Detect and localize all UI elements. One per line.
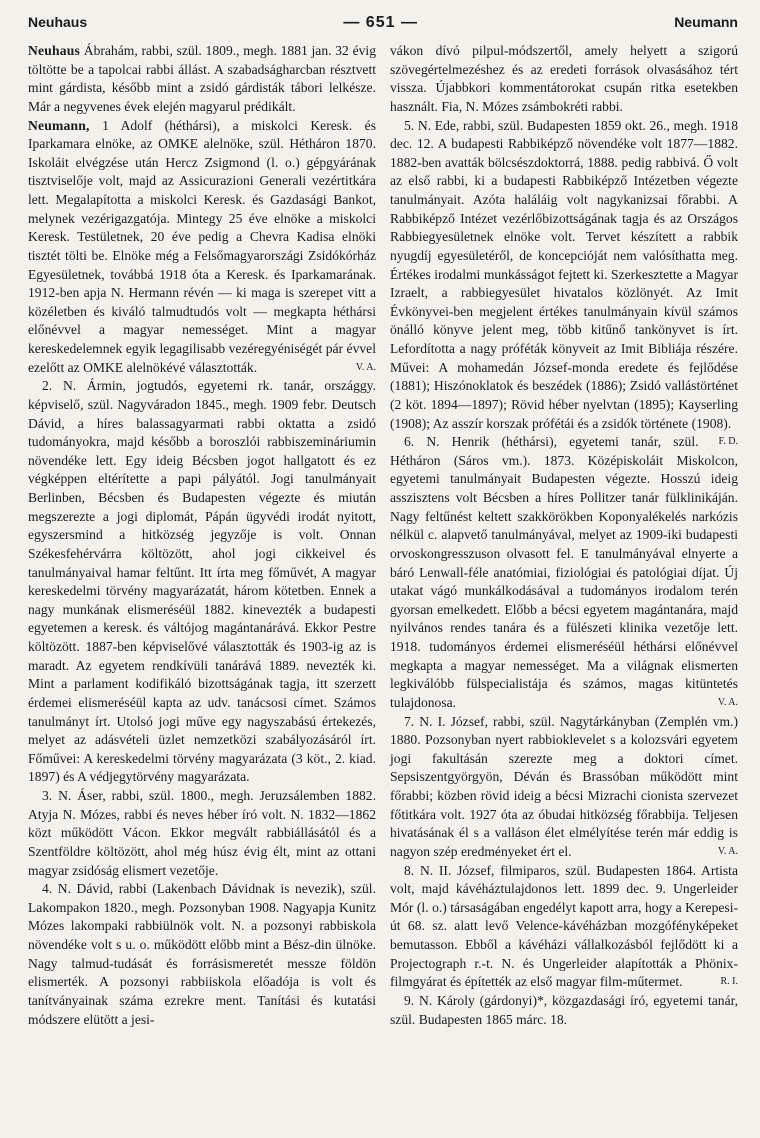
entry-paragraph — [28, 42, 376, 117]
entry-text: 8. N. II. József, filmiparos, szül. Budapesten 1864. Artista volt, majd kávéháztulajdonos lett. 1899 dec. 9. Ungerleider Mór (l. o.) társaságában engedélyt kapott arra, hogy a Kerepesi-út 68. sz. alatt levő Velence-kávéházban mozgófényképeket bemutasson. Ebből a kávéházi vállalkozásból fejlődött ki a Projectograph r.-t. N. és Ungerleider alapították a Phönix-filmgyárat és építették az első magyar film-műtermet. — [390, 862, 738, 990]
entry-text: 6. N. Henrik (héthársi), egyetemi tanár, szül. Hétháron (Sáros vm.). 1873. Középiskoláit Miskolcon, egyetemi tanulmányait Budapesten végezte. Hosszú ideig asszisztens volt Bécsben a híres Pollitzer tanár fülklinikáján. Nagy feltűnést keltett szakkörökben Koponyalékelés narkózis nélkül c. alapvető tanulmányával, melyet az 1909-iki budapesti orvoskongresszuson olvasott fel. E tanulmányával elnyerte a báró Lenwall-féle anatómiai, fiziológiai és patológiai díjat. Új utakat vágó munkálkodásával a tudományos irodalom terén gyorsan emelkedett. Előbb a bécsi egyetem magántanára, majd nyilvános rendes tanára és a fülészeti klinika vezetője lett. 1918. tudományos érdemei elismeréséül héthársi előnévvel megkapta a magyar nemességet. Ma a világnak elismerten legkiválóbb fülspecialistája és számos, magas kitüntetés tulajdonosa. — [390, 434, 738, 710]
entry-text: 5. N. Ede, rabbi, szül. Budapesten 1859 okt. 26., megh. 1918 dec. 12. A budapesti Rabbiképző növendéke volt 1877—1882. 1882-ben avatták bölcsészdoktorrá, 1888. pedig rabbivá. Ő volt az első rabbi, ki a budapesti Rabbiképző Intézetben végezte tanulmányait. Azóta haláláig volt nagykanizsai főrabbi. A Rabbiképző Intézet vezérlőbizottságának tagja és az Országos Rabbiegyesületnek elnöke volt. Tervet készített a rabbik nyugdíj egyesületéről, de koncepcióját nem valósíthatta meg. Értékes irodalmi munkásságot fejtett ki. Szerkesztette a Magyar Izraelt, a rabbiegyesület hivatalos közlönyét. Az Imit Évkönyvei-ben megjelent értékes tanulmányain kívül számos önálló könyve jelent meg, több kitűnő tankönyvet is írt. Lefordította a nagy próféták könyveit az Imit Bibliája részére. Művei: A mohamedán József-monda eredete és fejlődése (1881); Hiszónoklatok és beszédek (1886); Zsidó vallástörténet (2 köt. 1894—1897); Rövid héber nyelvtan (1895); Kayserling (1908); Az asszír korszak prófétái és a zsidók története (1908). — [390, 117, 738, 431]
entry-paragraph — [28, 880, 376, 1029]
page-header — [28, 14, 738, 40]
entry-paragraph — [28, 377, 376, 787]
header-left-keyword: Neuhaus — [28, 14, 88, 30]
entry-paragraph — [390, 862, 738, 992]
entry-text: 4. N. Dávid, rabbi (Lakenbach Dávidnak is nevezik), szül. Lakompakon 1820., megh. Pozsonyban 1908. Nagyapja Kunitz Mózes lakompaki rabbiülnök volt. N. a pozsonyi rabbiskola növendéke volt s u. o. működött előbb mint a Bész-din ülnöke. Nagy talmud-tudását és forrásismeretét messze földön elismerték. A pozsonyi rabbiiskola előadója is volt és tanítványainak száma ezrekre ment. Tanítási és kutatási módszere elütött a jesi- — [28, 881, 376, 1027]
entry-paragraph — [390, 117, 738, 448]
page-number: — 651 — — [343, 14, 418, 31]
entry-text: Ábrahám, rabbi, szül. 1809., megh. 1881 jan. 32 évig töltötte be a tapolcai rabbi állást. A szabadságharcban résztvett mint gárdista, később mint a zsidó gárdisták tábori lelkésze. Már a negyvenes évek elején magyarul prédikált. — [28, 43, 376, 114]
entry-text: vákon dívó pilpul-módszertől, amely helyett a szigorú szövegértelmezéshez és az eredeti források olvasásához tért vissza. Újabbkori kommentátorokat csupán ritka esetekben használt. Fia, N. Mózes zsámbokréti rabbi. — [390, 43, 738, 114]
right-column — [390, 42, 738, 1029]
entry-paragraph — [28, 787, 376, 880]
author-signature: V. A. — [717, 845, 738, 857]
text-columns — [28, 42, 738, 1029]
entry-text: 3. N. Áser, rabbi, szül. 1800., megh. Jeruzsálemben 1882. Atyja N. Mózes, rabbi és neves héber író volt. N. 1832—1862 közt működött Vácon. Ekkor megvált rabbiállásától és a Szentföldre költözött, ahol még húsz évig élt, mint az ottani magyar zsidóság elismert vezetője. — [28, 788, 376, 878]
entry-paragraph — [390, 42, 738, 117]
entry-text: 9. N. Károly (gárdonyi)*, közgazdasági író, egyetemi tanár, szül. Budapesten 1865 márc. 18. — [390, 992, 738, 1027]
left-column — [28, 42, 376, 1029]
author-signature: F. D. — [718, 436, 738, 448]
entry-paragraph — [390, 713, 738, 862]
entry-headword: Neuhaus — [28, 43, 81, 58]
entry-paragraph — [390, 992, 738, 1029]
entry-paragraph — [28, 117, 376, 378]
entry-headword: Neumann, — [28, 117, 90, 133]
header-right-keyword: Neumann — [674, 14, 738, 30]
entry-text: 2. N. Ármin, jogtudós, egyetemi rk. tanár, országgy. képviselő, szül. Nagyváradon 1845., megh. 1909 febr. Deutsch Dávid, a híres balassagyarmati rabbi oktatta a zsidó tudományokra, majd később a boroszlói rabbiszemináriumin növendéke lett. Egy ideig Bécsben jogot hallgatott és ez végképpen eltérítette a papi pályától. Jogi tanulmányait Berlinben, Bécsben és Budapesten végezte és miután megszerezte a jogi diplomát, Pápán ügyvédi irodát nyitott, egyszersmind a hitközség jegyzője is volt. Onnan Székesfehérvárra költözött, ahol jogi cikkeivel és tanulmányaival hamar feltűnt. Itt írta meg főművét, A magyar kereskedelmi törvény magyarázatát, három kötetben. Ennek a nagy munkának elismeréséül 1882. kinevezték a budapesti egyetemen a keresk. és váltójog magántanárává. Ekkor Pestre költözött. 1887-ben képviselővé választották és 1903-ig az is maradt. Az egyetem rendkívüli tanárává 1889. nevezték ki. Mint a parlament kodifikáló bizottságának tagja, itt szerzett érdemei elismeréséül kapta az udv. tanácsosi címet. Számos tanulmányt írt. Utolsó jogi műve egy nagyszabású értekezés, melyet az adásvételi üzlet nemzetközi szabályozásáról írt. Főművei: A kereskedelmi törvény magyarázata (3 köt., 2. kiad. 1897) és A védjegytörvény magyarázata. — [28, 378, 376, 785]
entry-text: 7. N. I. József, rabbi, szül. Nagytárkányban (Zemplén vm.) 1880. Pozsonyban nyert rabbioklevelet s a kolozsvári egyetem jogi fakultásán szerezte meg a doktori címet. Sepsiszentgyörgyön, Déván és Brassóban működött mint főrabbi; közben rövid ideig a bécsi Mizrachi cionista szervezet főtitkára volt. 1927 óta az óbudai hitközség főrabbija. Teljesen hivatásának él s a valláson élet elmélyítése terén már eddig is nagyon szép eredményeket ért el. — [390, 713, 738, 859]
author-signature: R. I. — [720, 976, 738, 988]
author-signature: V. A. — [717, 696, 738, 708]
author-signature: V. A. — [355, 361, 376, 373]
entry-text: 1 Adolf (héthársi), a miskolci Keresk. és Iparkamara elnöke, az OMKE alelnöke, szül. Hétháron 1870. Iskoláit elvégzése után Hercz Zsigmond (l. o.) gépgyárának tisztviselője volt, majd az Assicurazioni Generali vezértitkára lett. Megalapította a miskolci Keresk. és Gazdasági Bankot, melynek vezérigazgatója. Mintegy 25 éve elnöke a miskolci Keresk. Testületnek, 20 éve pedig a Chevra Kadisa elnöki tisztét tölti be. Elnöke még a Felsőmagyarországi Zsidókórház Egyesületnek, továbbá 1918 óta a Keresk. és Iparkamarának. 1912-ben apja N. Hermann révén — ki maga is szerepet vitt a közéletben és kiváló talmudtudós volt — megkapta héthársi előnévvel a magyar nemességet. Mint a magyar kereskedelemnek egyik legagilisabb vezéregyéniségét pár évvel ezelőtt az OMKE alelnökévé választották. — [28, 117, 376, 375]
entry-paragraph — [390, 433, 738, 712]
